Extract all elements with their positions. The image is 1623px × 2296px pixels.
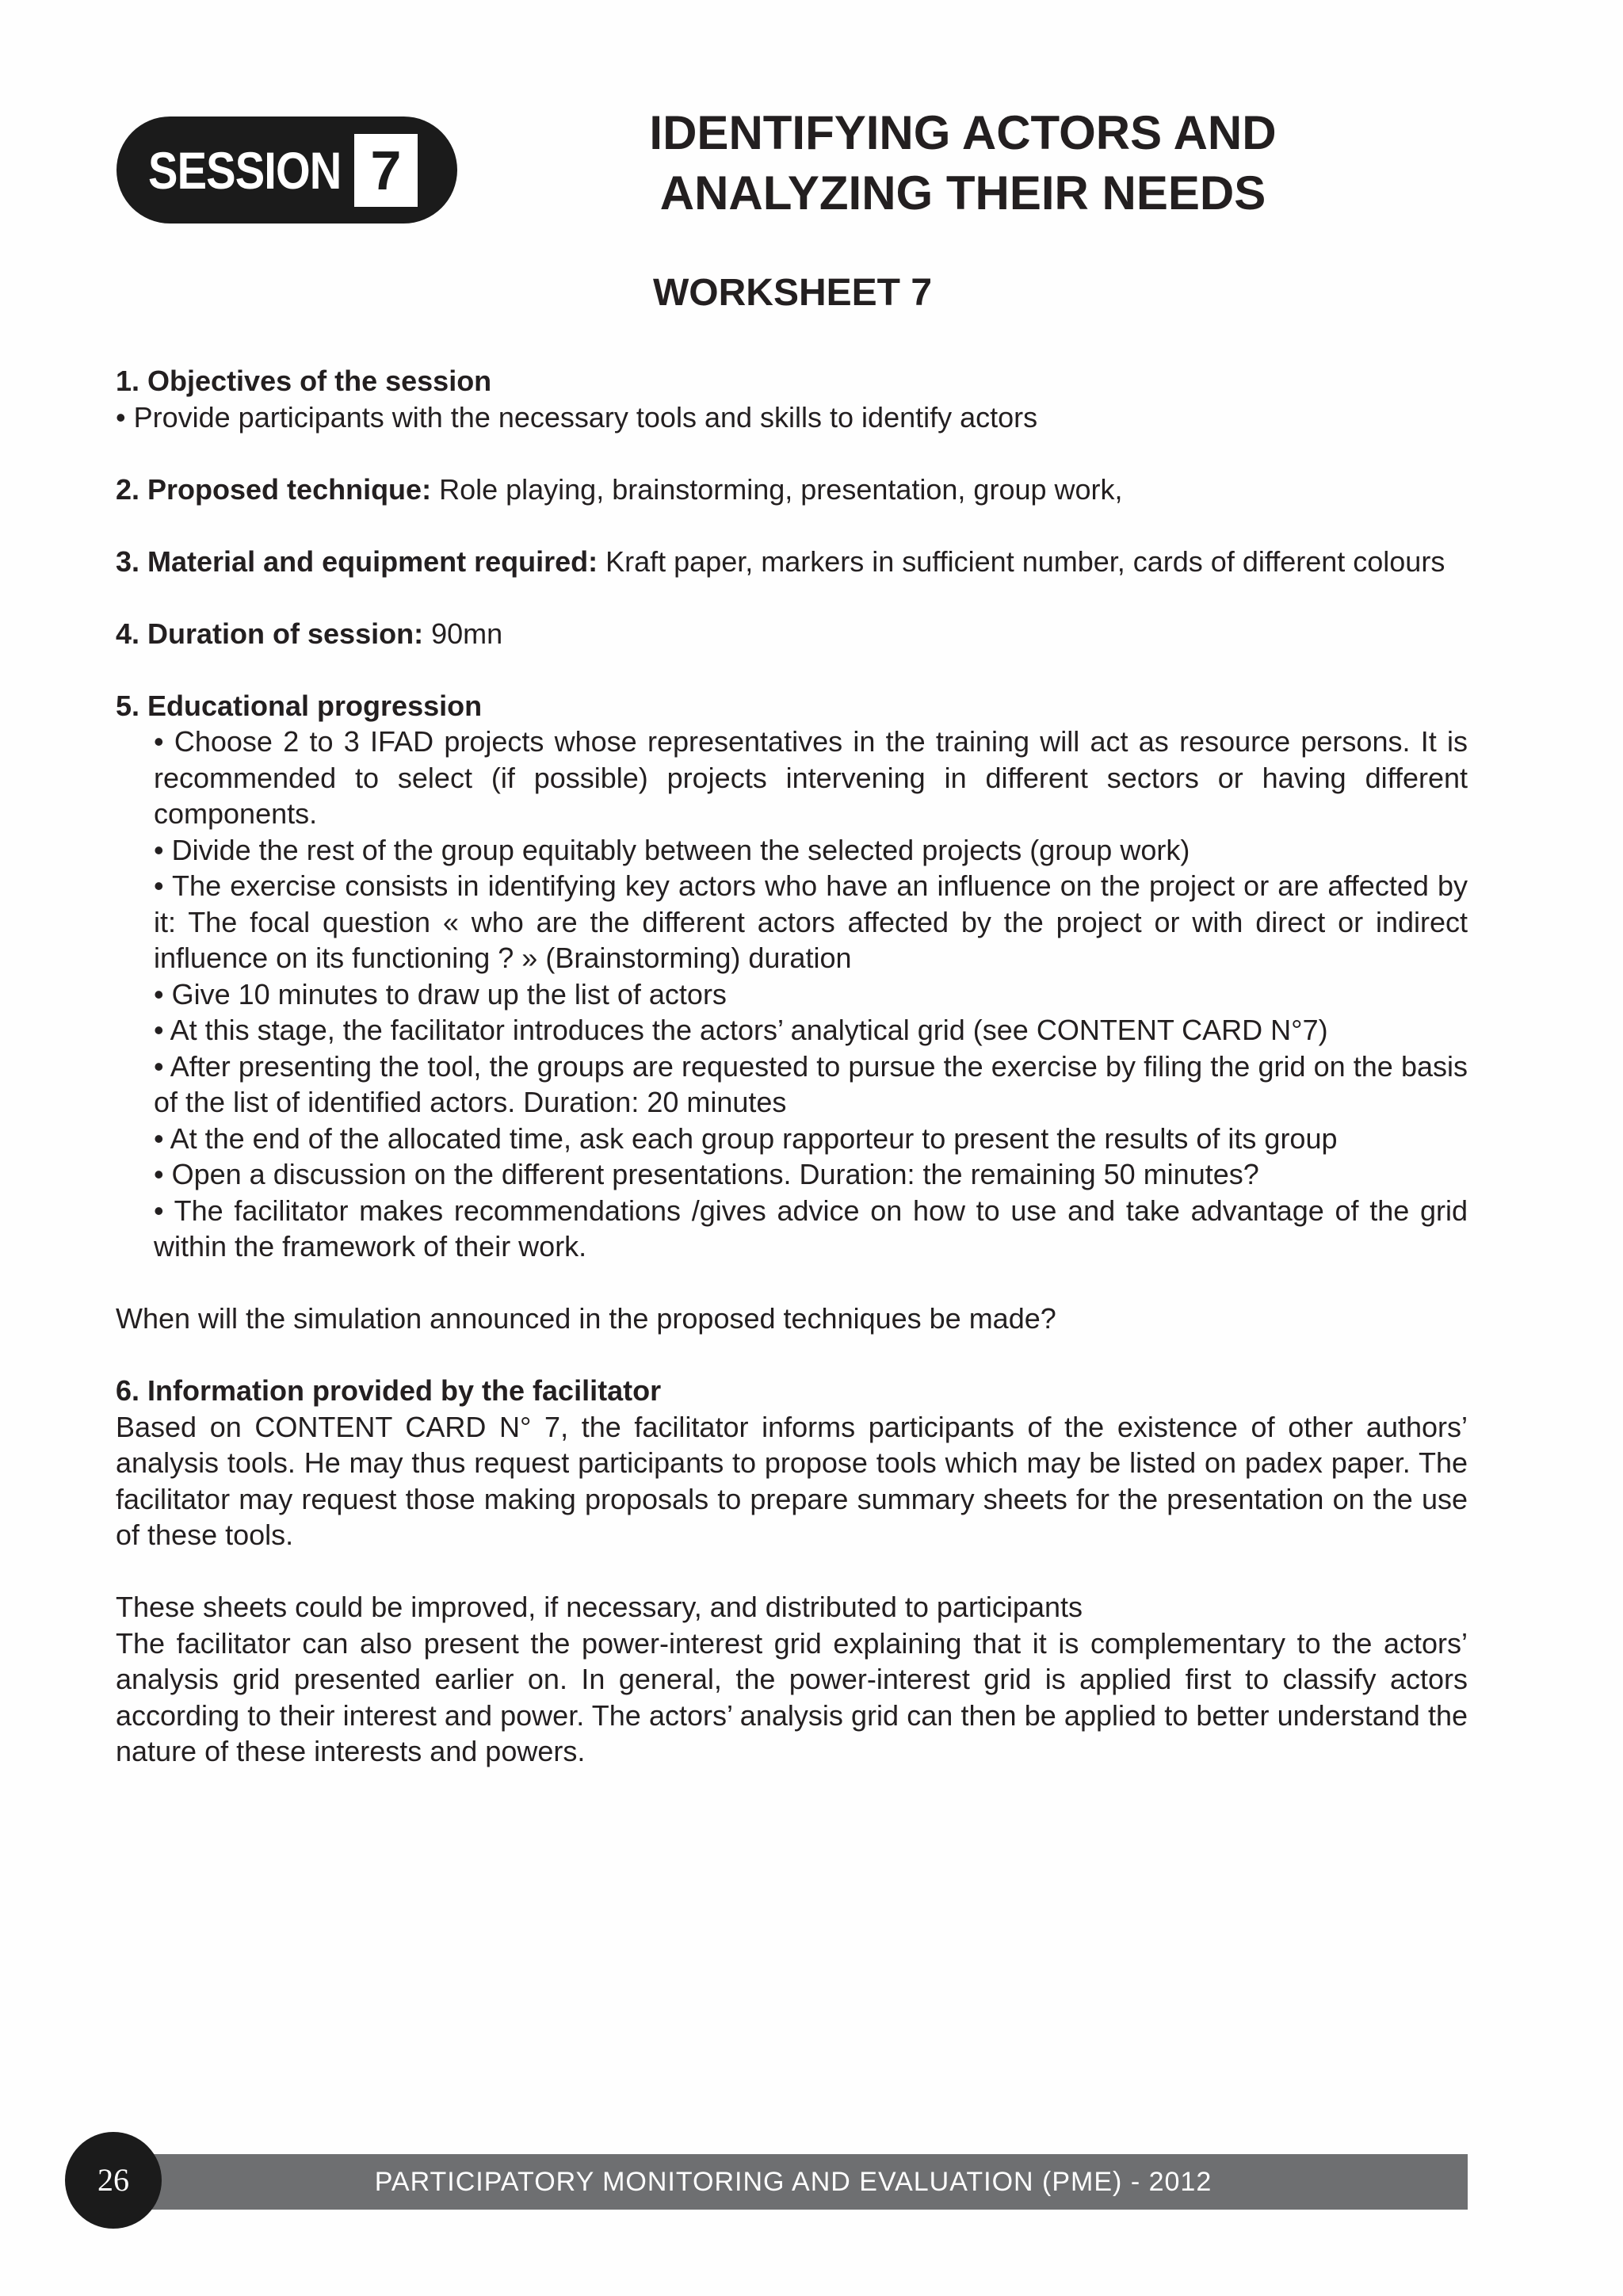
section-3-text: Kraft paper, markers in sufficient number, cards of different colours — [598, 544, 1445, 578]
list-item: • After presenting the tool, the groups are requested to pursue the exercise by filing the grid on the basis of the list of identified actors. Duration: 20 minutes — [154, 1049, 1468, 1118]
section-1-heading: 1. Objectives of the session — [116, 365, 492, 397]
section-3-label: 3. Material and equipment required: — [116, 544, 598, 578]
section-6-paragraph-3: The facilitator can also present the power-interest grid explaining that it is complementary to the actors’ analysis grid presented earlier on. In general, the power-interest grid is applied first to classify actors according to their interest and power. The actors’ analysis grid can then be applied to better understand the nature of these interests and powers. — [116, 1626, 1468, 1767]
list-item: • The exercise consists in identifying key actors who have an influence on the project or are affected by it: The focal question « who are the different actors affected by the project or with direct or indirect influence on its functioning ? » (Brainstorming) duration — [154, 869, 1468, 974]
list-item: • Open a discussion on the different presentations. Duration: the remaining 50 minutes? — [154, 1158, 1259, 1190]
section-4 — [116, 616, 1468, 652]
list-item: • Divide the rest of the group equitably between the selected projects (group work) — [154, 833, 1190, 866]
footer-bar: PARTICIPATORY MONITORING AND EVALUATION (PME) - 2012 — [119, 2154, 1468, 2210]
section-5-heading: 5. Educational progression — [116, 689, 483, 722]
section-5-bullet-list — [116, 724, 1468, 1265]
list-item: • The facilitator makes recommendations /gives advice on how to use and take advantage of the grid within the framework of their work. — [154, 1194, 1468, 1263]
title-line-1: IDENTIFYING ACTORS AND — [649, 106, 1277, 159]
session-number: 7 — [354, 134, 418, 207]
session-badge — [116, 117, 457, 223]
section-6-paragraph-1: Based on CONTENT CARD N° 7, the facilitator informs participants of the existence of other authors’ analysis tools. He may thus request participants to propose tools which may be listed on padex paper. The facilitator may request those making proposals to prepare summary sheets for the presentation on the use of these tools. — [116, 1410, 1468, 1551]
section-6-heading: 6. Information provided by the facilitator — [116, 1374, 662, 1407]
document-body — [116, 363, 1468, 1770]
section-3 — [116, 544, 1468, 580]
section-4-label: 4. Duration of session: — [116, 617, 424, 650]
section-2 — [116, 472, 1468, 508]
page-title — [555, 103, 1371, 223]
list-item: • At the end of the allocated time, ask each group rapporteur to present the results of its group — [154, 1121, 1338, 1155]
section-6-paragraph-2: These sheets could be improved, if necessary, and distributed to participants — [116, 1591, 1083, 1623]
title-line-2: ANALYZING THEIR NEEDS — [659, 166, 1266, 220]
list-item: • Give 10 minutes to draw up the list of actors — [154, 977, 727, 1010]
section-1-bullet: • Provide participants with the necessary tools and skills to identify actors — [116, 400, 1038, 434]
simulation-question: When will the simulation announced in the proposed techniques be made? — [116, 1302, 1056, 1335]
section-4-text: 90mn — [423, 617, 503, 650]
page-number: 26 — [65, 2132, 162, 2229]
list-item: • At this stage, the facilitator introduces the actors’ analytical grid (see CONTENT CARD N°7) — [154, 1014, 1328, 1046]
section-2-label: 2. Proposed technique: — [116, 472, 432, 506]
worksheet-heading: WORKSHEET 7 — [652, 272, 933, 314]
session-label: SESSION — [148, 140, 342, 200]
list-item: • Choose 2 to 3 IFAD projects whose representatives in the training will act as resource persons. It is recommended to select (if possible) projects intervening in different sectors or having different components. — [154, 725, 1468, 830]
section-2-text: Role playing, brainstorming, presentation, group work, — [431, 472, 1123, 506]
